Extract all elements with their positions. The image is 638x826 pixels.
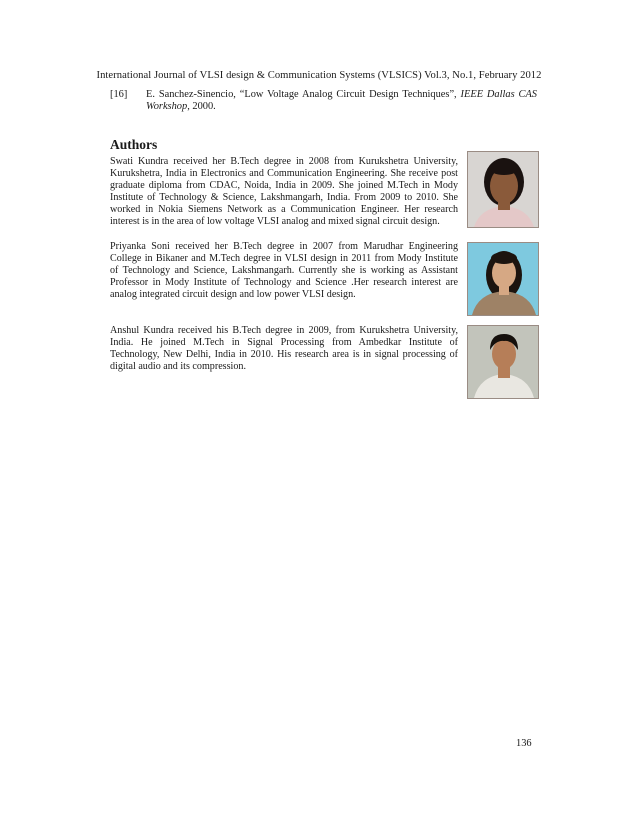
reference-authors-title: E. Sanchez-Sinencio, “Low Voltage Analog Circuit Design Techniques”, <box>146 89 457 100</box>
photo-hair-top <box>491 252 517 264</box>
reference-journal: IEEE Dallas CAS Workshop <box>146 89 537 113</box>
section-title: Authors <box>110 137 158 152</box>
author-photo-2 <box>467 242 539 316</box>
reference-year: , 2000. <box>187 101 216 113</box>
author-bio-1: Swati Kundra received her B.Tech degree in 2008 from Kurukshetra University, Kurukshetra, India in Electronics and Communication Engineering. She receive post graduate diploma from CDAC, Noida, India in 2009. She joined M.Tech in Mody Institute of Technology & Science, Lakshmangarh, India. From 2009 to 2010. She worked in Nokia Siemens Network as a Communication Engineer. Her research interest is in the area of low voltage VLSI analog and mixed signal circuit design. <box>110 156 458 227</box>
author-bio-3: Anshul Kundra received his B.Tech degree in 2009, from Kurukshetra University, India. He joined M.Tech in Signal Processing from Ambedkar Institute of Technology, New Delhi, India in 2010. His research area is in signal processing of digital audio and its compression. <box>110 325 458 372</box>
author-photo-1 <box>467 151 539 228</box>
author-bio-2: Priyanka Soni received her B.Tech degree in 2007 from Marudhar Engineering College in Bikaner and M.Tech degree in VLSI design in 2011 from Mody Institute of Technology and Science, Lakshmangarh. Currently she is working as Assistant Professor in Mody Institute of Technology and Science .Her research interest are analog integrated circuit design and low power VLSI design. <box>110 241 458 300</box>
reference-text <box>146 89 537 114</box>
reference-number: [16] <box>110 89 128 100</box>
author-photo-3 <box>467 325 539 399</box>
page-number: 136 <box>516 738 532 749</box>
portrait-image <box>468 152 538 227</box>
reference-entry <box>110 89 537 114</box>
portrait-image <box>468 243 538 315</box>
photo-hair-top <box>489 161 519 175</box>
photo-face <box>492 339 516 369</box>
portrait-image <box>468 326 538 398</box>
running-header: International Journal of VLSI design & Communication Systems (VLSICS) Vol.3, No.1, February 2012 <box>96 70 542 81</box>
